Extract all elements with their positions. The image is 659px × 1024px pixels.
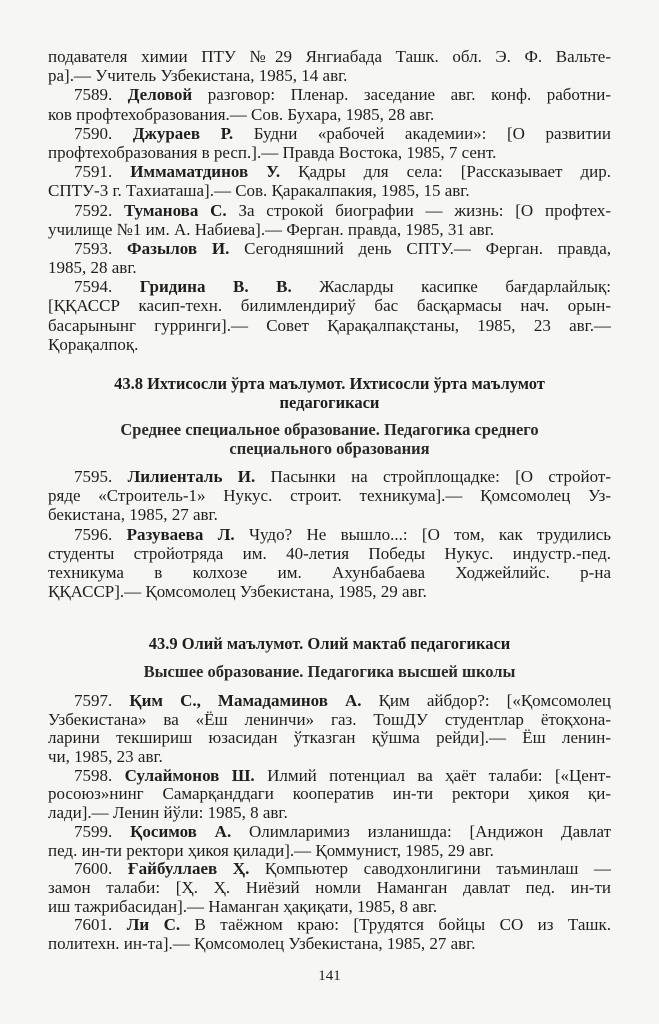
entry-text: разговор: Пленар. заседание авг. конф. работни- [192, 85, 611, 105]
entry-text: Узбекистана» ва «Ёш ленинчи» газ. ТошДУ студентлар ётоқхона- [48, 710, 611, 729]
entry-text: 7596. [74, 524, 127, 544]
bibliography-entry [48, 525, 611, 602]
entry-text: 7595. [74, 467, 128, 486]
entry-line [48, 935, 611, 954]
entry-line [48, 143, 611, 162]
entry-text: Чудо? Не вышло...: [О том, как трудились [234, 524, 611, 544]
entry-line [48, 563, 611, 582]
entry-line [48, 748, 611, 767]
entry-author: Лилиенталь И. [127, 467, 256, 486]
entry-line [48, 544, 611, 563]
entry-line [48, 804, 611, 823]
entry-author: Разуваева Л. [126, 524, 235, 544]
bibliography-entry [48, 124, 611, 162]
entry-line [48, 767, 611, 786]
entry-text: политехн. ин-та].— Қомсомолец Узбекистана, 1985, 27 авг. [48, 933, 476, 953]
entry-text: студенты стройотряда им. 40-летия Победы Нукус. индустр.-пед. [48, 543, 611, 563]
heading-line: Высшее образование. Педагогика высшей школы [143, 662, 516, 681]
entry-line [48, 729, 611, 748]
entry-text: ков профтехобразования.— Сов. Бухара, 1985, 28 авг. [48, 104, 435, 124]
entry-text: В таёжном краю: [Трудятся бойцы СО из Ташк. [180, 916, 611, 935]
bibliography-entry [48, 767, 611, 823]
entry-text: 7599. [74, 822, 131, 841]
entry-text: 7593. [74, 238, 128, 258]
entry-text: СПТУ-3 г. Тахиаташа].— Сов. Қаракалпакия, 1985, 15 авг. [48, 181, 470, 201]
entry-author: Қосимов А. [130, 822, 232, 841]
entry-text: Илмий потенциал ва ҳаёт талаби: [«Цент- [254, 766, 611, 785]
entry-text: ряде «Строитель-1» Нукус. строит. техникума].— Қомсомолец Уз- [48, 486, 611, 506]
entry-line [48, 124, 611, 143]
bibliography-entry [48, 692, 611, 767]
bibliography-entry [48, 860, 611, 916]
bibliography-entry [48, 239, 611, 277]
entry-text: За строкой биографии — жизнь: [О профтех- [226, 200, 611, 220]
entry-line [48, 258, 611, 277]
section-heading-43-8-uzbek [48, 375, 611, 412]
entry-text: 7590. [74, 123, 133, 143]
entry-author: Джураев Р. [132, 123, 234, 143]
entry-line [48, 85, 611, 104]
entry-line [48, 898, 611, 917]
entry-author: Иммаматдинов У. [130, 162, 281, 182]
bibliography-entry [48, 47, 611, 85]
entry-line [48, 66, 611, 85]
entry-text: 7597. [74, 692, 130, 710]
entry-text: [ҚҚАССР касип-техн. билимлендириў бас басқармасы нач. орын- [48, 296, 611, 316]
entry-text: ларини текшириш юзасидан ўтказган қўшма рейди].— Ёш ленин- [48, 729, 611, 748]
entry-line [48, 220, 611, 239]
entry-text: 7589. [74, 85, 128, 105]
entry-text: росоюз»нинг Самарқанддаги кооператив ин-ти ректори ҳикоя қи- [48, 785, 611, 804]
entry-text: 7594. [74, 277, 140, 297]
heading-line: педагогикаси [279, 392, 380, 412]
entry-text: иш тажрибасидан].— Наманган ҳақиқати, 1985, 8 авг. [48, 896, 438, 916]
section-heading-43-9-uzbek [48, 635, 611, 654]
entry-author: Ғайбуллаев Ҳ. [127, 860, 250, 879]
entry-line [48, 239, 611, 258]
entry-text: училище №1 им. А. Набиева].— Ферган. правда, 1985, 31 авг. [48, 219, 495, 239]
entry-author: Туманова С. [124, 200, 227, 220]
entries-block-continued [48, 47, 611, 354]
bibliography-entry [48, 277, 611, 354]
entry-text: 7600. [74, 860, 128, 879]
entry-text: Сегодняшний день СПТУ.— Ферган. правда, [229, 238, 611, 258]
bibliography-entry [48, 916, 611, 953]
entry-text: Қадры для села: [Рассказывает дир. [280, 162, 611, 182]
entry-author: Ли С. [126, 916, 181, 935]
entry-text: Будни «рабочей академии»: [О развитии [233, 123, 611, 143]
entry-text: ҚҚАССР].— Қомсомолец Узбекистана, 1985, 29 авг. [48, 582, 427, 602]
heading-line: 43.8 Ихтисосли ўрта маълумот. Ихтисосли ўрта маълумот [114, 374, 545, 393]
heading-line: 43.9 Олий маълумот. Олий мактаб педагогикаси [148, 634, 511, 653]
entry-line [48, 467, 611, 486]
entry-text: 1985, 28 авг. [48, 258, 137, 278]
entry-line [48, 296, 611, 315]
entry-text: Қорақалпоқ. [48, 334, 139, 354]
entry-line [48, 505, 611, 524]
bibliography-entry [48, 201, 611, 239]
entry-text: Олимларимиз изланишда: [Андижон Давлат [231, 822, 611, 841]
entries-block-43-9 [48, 692, 611, 954]
entry-text: бекистана, 1985, 27 авг. [48, 505, 218, 525]
entry-author: Қим С., Мамадаминов А. [129, 692, 362, 710]
page-number: 141 [318, 968, 341, 984]
entry-line [48, 916, 611, 935]
entry-text: басарынынг гурринги].— Совет Қарақалпақстаны, 1985, 23 авг.— [48, 315, 611, 335]
entry-text: чи, 1985, 23 авг. [48, 747, 163, 767]
entry-line [48, 860, 611, 879]
entry-line [48, 105, 611, 124]
entry-text: профтехобразования в респ.].— Правда Востока, 1985, 7 сент. [48, 142, 497, 162]
entry-line [48, 181, 611, 200]
entry-line [48, 823, 611, 842]
section-heading-43-8-russian [48, 421, 611, 458]
entry-text: ра].— Учитель Узбекистана, 1985, 14 авг. [48, 66, 348, 86]
entry-author: Деловой [127, 85, 193, 105]
entry-line [48, 335, 611, 354]
entry-author: Фазылов И. [127, 238, 230, 258]
bibliography-entry [48, 467, 611, 525]
entry-line [48, 316, 611, 335]
entry-author: Сулаймонов Ш. [124, 766, 255, 785]
entry-line [48, 277, 611, 296]
entry-line [48, 842, 611, 861]
entry-line [48, 785, 611, 804]
entry-line [48, 47, 611, 66]
entry-text: лади].— Ленин йўли: 1985, 8 авг. [48, 803, 288, 823]
entry-text: подавателя химии ПТУ №29 Янгиабада Ташк. обл. Э. Ф. Вальте- [48, 47, 611, 66]
heading-line: Среднее специальное образование. Педагогика среднего [120, 420, 539, 439]
entry-line [48, 692, 611, 711]
entry-text: 7598. [74, 766, 125, 785]
entry-text: замон талаби: [Ҳ. Ҳ. Ниёзий номли Наманган давлат пед. ин-ти [48, 878, 611, 897]
entry-text: Жасларды касипке бағдарлайлық: [291, 277, 611, 297]
entry-line [48, 582, 611, 601]
entry-line [48, 525, 611, 544]
entry-text: техникума в колхозе им. Ахунбабаева Ходжейлийс. р-на [48, 562, 611, 582]
entry-line [48, 711, 611, 730]
entries-block-43-8 [48, 467, 611, 601]
bibliography-entry [48, 162, 611, 200]
entry-text: Қомпьютер саводхонлигини таъминлаш — [249, 860, 611, 879]
entry-line [48, 486, 611, 505]
entry-text: 7591. [74, 162, 131, 182]
entry-text: Пасынки на стройплощадке: [О стройот- [255, 467, 611, 486]
entry-text: 7601. [74, 916, 127, 935]
entry-text: 7592. [74, 200, 125, 220]
entry-text: пед. ин-ти ректори ҳикоя қилади].— Қоммунист, 1985, 29 авг. [48, 840, 494, 860]
entry-line [48, 162, 611, 181]
bibliography-entry [48, 85, 611, 123]
section-heading-43-9-russian [48, 663, 611, 682]
entry-author: Гридина В. В. [139, 277, 292, 297]
entry-text: Қим айбдор?: [«Қомсомолец [361, 692, 611, 710]
entry-line [48, 879, 611, 898]
heading-line: специального образования [229, 438, 430, 458]
entry-line [48, 201, 611, 220]
bibliography-entry [48, 823, 611, 860]
